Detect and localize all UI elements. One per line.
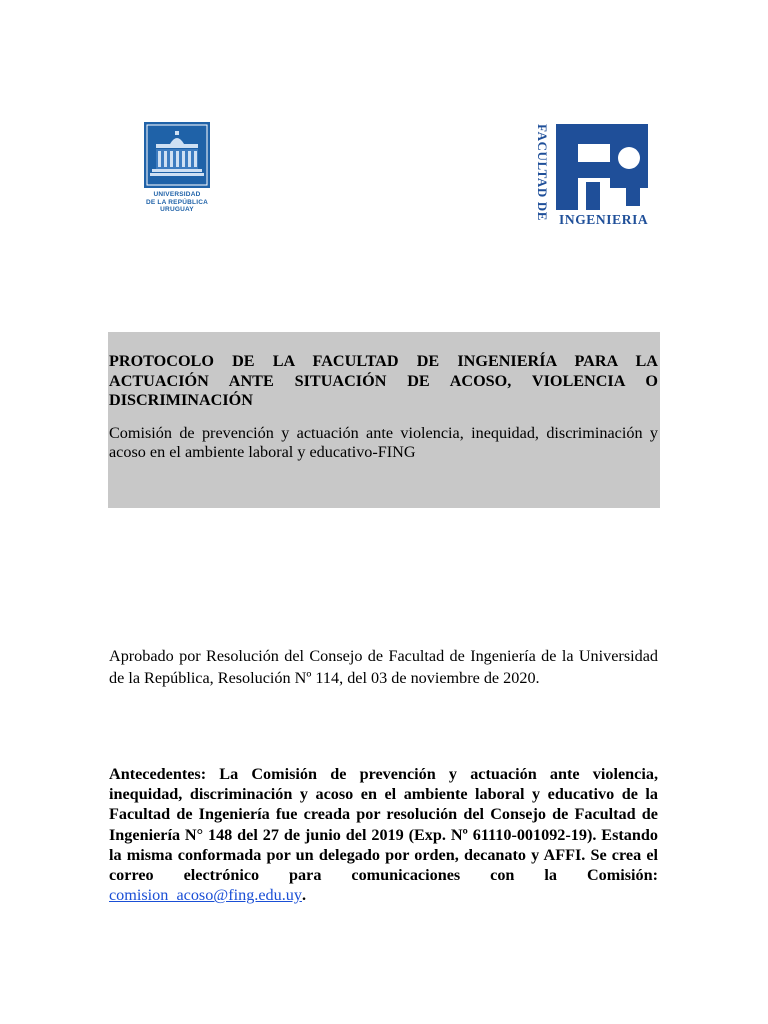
document-title: PROTOCOLO DE LA FACULTAD DE INGENIERÍA PARA LA ACTUACIÓN ANTE SITUACIÓN DE ACOSO, VIOLENCIA O DISCRIMINACIÓN (109, 352, 658, 409)
email-link[interactable]: comision_acoso@fing.edu.uy (109, 886, 302, 905)
udelar-line: DE LA REPÚBLICA (146, 198, 208, 206)
antecedents-trailing: . (301, 886, 306, 905)
title-box-content (109, 352, 658, 463)
document-subtitle: Comisión de prevención y actuación ante violencia, inequidad, discriminación y acoso en el ambiente laboral y educativo-FING (109, 423, 658, 461)
fing-vertical-text: FACULTAD DE (535, 124, 550, 222)
antecedents-paragraph (109, 764, 658, 905)
antecedents-text: Antecedentes: La Comisión de prevención y actuación ante violencia, inequidad, discriminación y acoso en el ambiente laboral y educativo de la Facultad de Ingeniería fue creada por resolución del Consejo de Facultad de Ingeniería N° 148 del 27 de junio del 2019 (Exp. Nº 61110-001092-19). Estando la misma conformada por un delegado por orden, decanato y AFFI. Se crea el correo electrónico para comunicaciones con la Comisión: (109, 765, 658, 885)
university-building-icon (144, 122, 210, 188)
fing-word: INGENIERIA (559, 212, 649, 227)
fing-vertical-text-wrap (534, 122, 552, 230)
udelar-line: URUGUAY (160, 206, 194, 213)
udelar-logo (144, 122, 210, 214)
approval-paragraph: Aprobado por Resolución del Consejo de Facultad de Ingeniería de la Universidad de la República, Resolución Nº 114, del 03 de noviembre de 2020. (109, 647, 658, 687)
udelar-line: UNIVERSIDAD (153, 191, 201, 198)
fing-logo (534, 122, 654, 230)
fing-emblem-icon (556, 124, 648, 210)
title-box (108, 332, 660, 508)
udelar-name (144, 191, 210, 214)
